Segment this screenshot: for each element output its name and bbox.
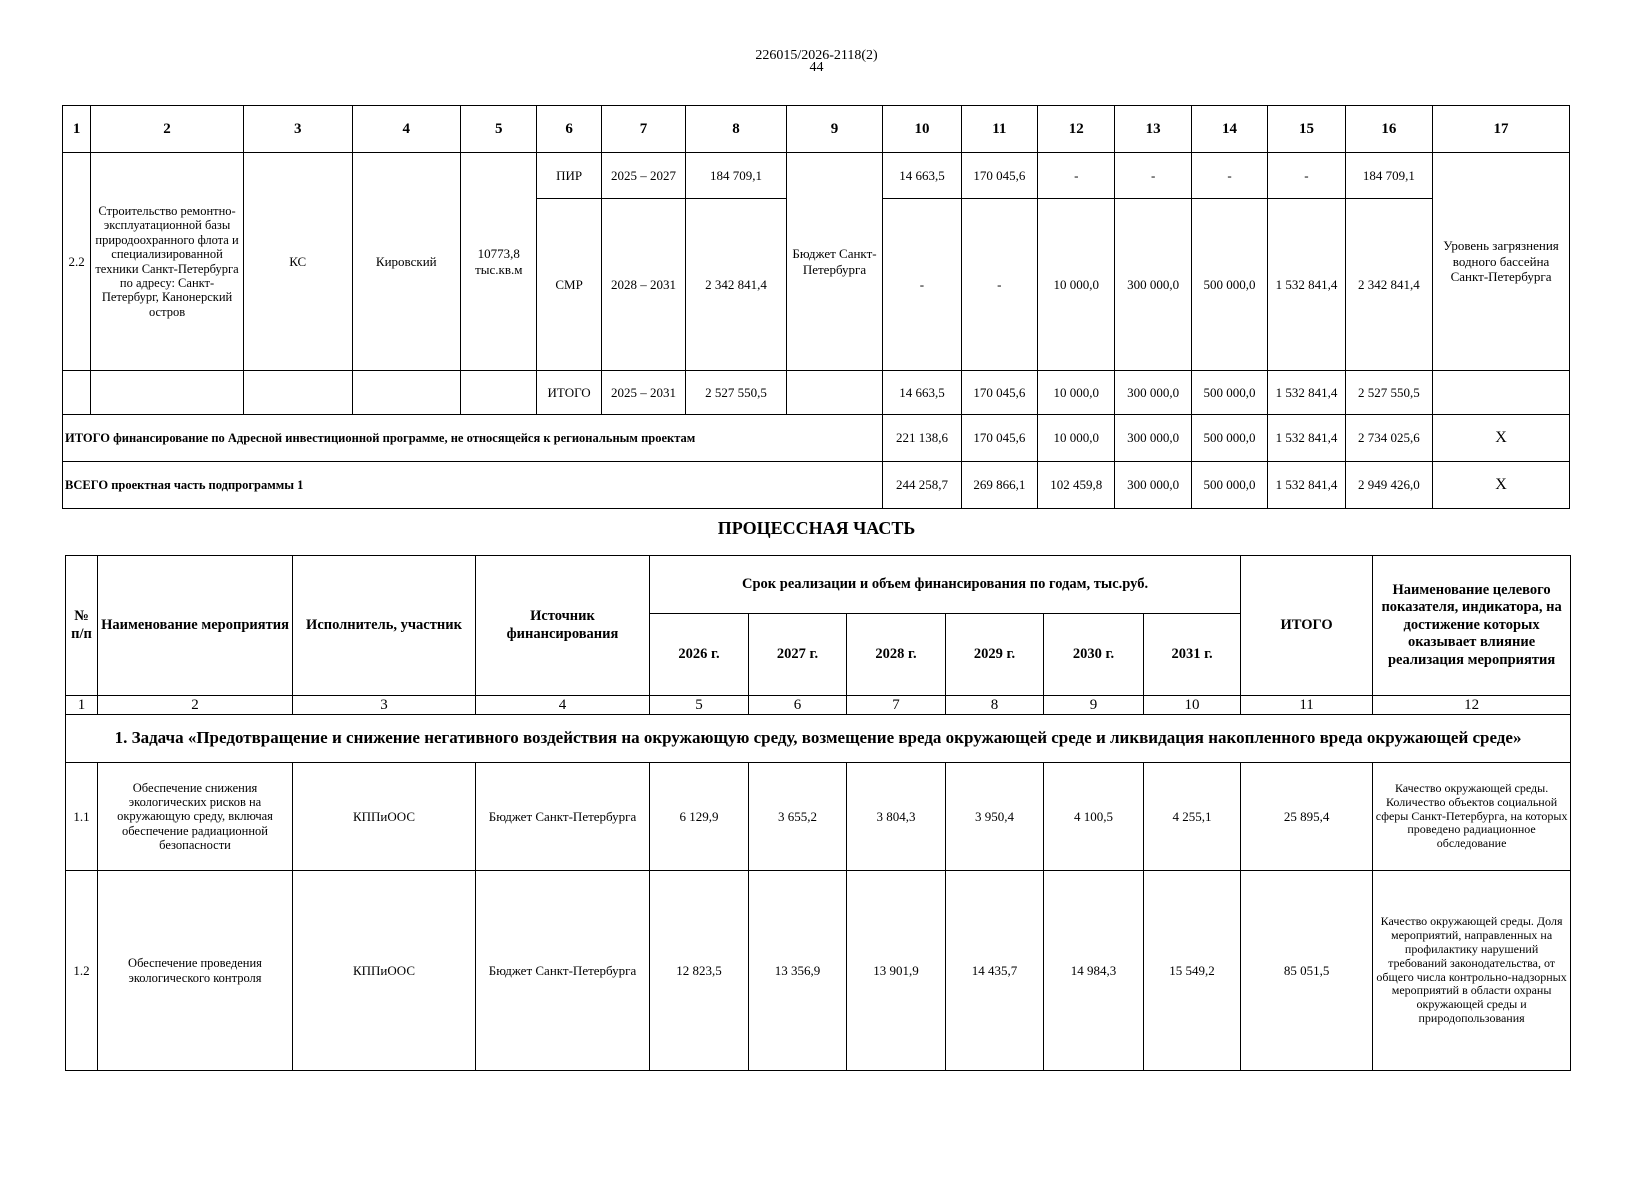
column-number-row (63, 106, 1570, 153)
col-header: 17 (1433, 106, 1570, 153)
value-cell: 300 000,0 (1115, 371, 1191, 415)
table-row-total-all (63, 462, 1570, 509)
header-name: Наименование мероприятия (98, 556, 293, 696)
header-executor: Исполнитель, участник (293, 556, 476, 696)
col-header: 12 (1038, 106, 1115, 153)
table-row-total-aip (63, 415, 1570, 462)
project-district: Кировский (352, 153, 461, 371)
header-year: 2030 г. (1044, 614, 1144, 696)
total-value: 85 051,5 (1241, 871, 1373, 1071)
value-cell: 10 000,0 (1038, 371, 1115, 415)
col-number: 7 (847, 696, 946, 715)
col-header: 13 (1115, 106, 1191, 153)
project-name: Строительство ремонтно-эксплуатационной базы природоохранного флота и специализированной техники Санкт-Петербурга по адресу: Санкт-Петербург, Канонерский остров (91, 153, 244, 371)
col-number: 9 (1044, 696, 1144, 715)
x-mark: X (1433, 415, 1570, 462)
empty-cell (461, 371, 537, 415)
process-part-table (65, 555, 1571, 1071)
col-header: 15 (1268, 106, 1345, 153)
col-header: 5 (461, 106, 537, 153)
value-cell: - (1191, 153, 1267, 199)
year-value: 3 655,2 (749, 763, 847, 871)
value-cell: 2 949 426,0 (1345, 462, 1432, 509)
col-number: 10 (1144, 696, 1241, 715)
col-header: 6 (537, 106, 601, 153)
col-number: 11 (1241, 696, 1373, 715)
value-cell: 2 734 025,6 (1345, 415, 1432, 462)
value-cell: 500 000,0 (1191, 199, 1267, 371)
header-indicator: Наименование целевого показателя, индикатора, на достижение которых оказывает влияние реализация мероприятия (1373, 556, 1571, 696)
stage-period: 2028 – 2031 (601, 199, 685, 371)
target-indicator: Уровень загрязнения водного бассейна Санкт-Петербурга (1433, 153, 1570, 371)
value-cell: 300 000,0 (1115, 199, 1191, 371)
header-year: 2027 г. (749, 614, 847, 696)
indicator: Качество окружающей среды. Доля мероприятий, направленных на профилактику нарушений требований законодательства, от общего числа контрольно-надзорных мероприятий в области охраны окружающей среды и природопользования (1373, 871, 1571, 1071)
funding-source: Бюджет Санкт-Петербурга (476, 871, 650, 1071)
activity-name: Обеспечение проведения экологического контроля (98, 871, 293, 1071)
col-header: 16 (1345, 106, 1432, 153)
col-number: 2 (98, 696, 293, 715)
value-cell: 1 532 841,4 (1268, 462, 1345, 509)
col-header: 7 (601, 106, 685, 153)
year-value: 3 950,4 (946, 763, 1044, 871)
value-cell: 170 045,6 (961, 371, 1037, 415)
task-row (66, 715, 1571, 763)
col-number: 5 (650, 696, 749, 715)
header-year: 2029 г. (946, 614, 1044, 696)
year-value: 4 255,1 (1144, 763, 1241, 871)
year-value: 3 804,3 (847, 763, 946, 871)
year-value: 15 549,2 (1144, 871, 1241, 1071)
col-header: 9 (786, 106, 883, 153)
header-source: Источник финансирования (476, 556, 650, 696)
value-cell: 1 532 841,4 (1268, 199, 1345, 371)
project-area: 10773,8 тыс.кв.м (461, 153, 537, 371)
value-cell: - (1115, 153, 1191, 199)
value-cell: 500 000,0 (1191, 371, 1267, 415)
value-cell: 14 663,5 (883, 153, 961, 199)
col-header: 4 (352, 106, 461, 153)
value-cell: 2 527 550,5 (1345, 371, 1432, 415)
col-number: 4 (476, 696, 650, 715)
header-total: ИТОГО (1241, 556, 1373, 696)
header-num: № п/п (66, 556, 98, 696)
value-cell: - (883, 199, 961, 371)
table-row (66, 871, 1571, 1071)
col-header: 8 (686, 106, 787, 153)
empty-cell (352, 371, 461, 415)
value-cell: 221 138,6 (883, 415, 961, 462)
year-value: 12 823,5 (650, 871, 749, 1071)
stage-label: СМР (537, 199, 601, 371)
stage-total: 2 527 550,5 (686, 371, 787, 415)
value-cell: 244 258,7 (883, 462, 961, 509)
col-header: 10 (883, 106, 961, 153)
col-number: 3 (293, 696, 476, 715)
stage-period: 2025 – 2027 (601, 153, 685, 199)
document-code: 226015/2026-2118(2) (755, 48, 878, 63)
header-year: 2028 г. (847, 614, 946, 696)
value-cell: 102 459,8 (1038, 462, 1115, 509)
col-header: 3 (243, 106, 352, 153)
executor: КППиООС (293, 871, 476, 1071)
funding-source: Бюджет Санкт-Петербурга (476, 763, 650, 871)
total-all-label: ВСЕГО проектная часть подпрограммы 1 (63, 462, 883, 509)
value-cell: 1 532 841,4 (1268, 415, 1345, 462)
col-header: 1 (63, 106, 91, 153)
section-title: ПРОЦЕССНАЯ ЧАСТЬ (717, 518, 916, 538)
col-number: 8 (946, 696, 1044, 715)
table-row (66, 763, 1571, 871)
empty-cell (786, 371, 883, 415)
header-row-1 (66, 556, 1571, 614)
empty-cell (63, 371, 91, 415)
stage-period: 2025 – 2031 (601, 371, 685, 415)
row-number: 1.1 (66, 763, 98, 871)
year-value: 14 984,3 (1044, 871, 1144, 1071)
activity-name: Обеспечение снижения экологических рисков на окружающую среду, включая обеспечение радиационной безопасности (98, 763, 293, 871)
value-cell: 500 000,0 (1191, 462, 1267, 509)
value-cell: - (961, 199, 1037, 371)
col-header: 2 (91, 106, 244, 153)
col-header: 11 (961, 106, 1037, 153)
value-cell: 184 709,1 (1345, 153, 1432, 199)
value-cell: 269 866,1 (961, 462, 1037, 509)
stage-total: 184 709,1 (686, 153, 787, 199)
total-aip-label: ИТОГО финансирование по Адресной инвестиционной программе, не относящейся к региональным проектам (63, 415, 883, 462)
page-number: 44 (809, 60, 824, 75)
value-cell: 1 532 841,4 (1268, 371, 1345, 415)
header-period: Срок реализации и объем финансирования по годам, тыс.руб. (650, 556, 1241, 614)
empty-cell (91, 371, 244, 415)
header-year: 2031 г. (1144, 614, 1241, 696)
col-number: 6 (749, 696, 847, 715)
value-cell: 14 663,5 (883, 371, 961, 415)
col-header: 14 (1191, 106, 1267, 153)
empty-cell (1433, 371, 1570, 415)
table-row-pir (63, 153, 1570, 199)
x-mark: X (1433, 462, 1570, 509)
task-title: 1. Задача «Предотвращение и снижение негативного воздействия на окружающую среду, возмещение вреда окружающей среде и ликвидация накопленного вреда окружающей среде» (66, 715, 1571, 763)
total-value: 25 895,4 (1241, 763, 1373, 871)
value-cell: 300 000,0 (1115, 415, 1191, 462)
stage-label: ПИР (537, 153, 601, 199)
project-col3: КС (243, 153, 352, 371)
funding-source: Бюджет Санкт-Петербурга (786, 153, 883, 371)
value-cell: 2 342 841,4 (1345, 199, 1432, 371)
row-number: 1.2 (66, 871, 98, 1071)
value-cell: 300 000,0 (1115, 462, 1191, 509)
col-number: 12 (1373, 696, 1571, 715)
value-cell: 170 045,6 (961, 153, 1037, 199)
header-year: 2026 г. (650, 614, 749, 696)
value-cell: - (1268, 153, 1345, 199)
year-value: 14 435,7 (946, 871, 1044, 1071)
indicator: Качество окружающей среды. Количество объектов социальной сферы Санкт-Петербурга, на которых проведено радиационное обследование (1373, 763, 1571, 871)
col-number: 1 (66, 696, 98, 715)
value-cell: 500 000,0 (1191, 415, 1267, 462)
empty-cell (243, 371, 352, 415)
year-value: 6 129,9 (650, 763, 749, 871)
stage-total: 2 342 841,4 (686, 199, 787, 371)
row-number: 2.2 (63, 153, 91, 371)
year-value: 13 901,9 (847, 871, 946, 1071)
value-cell: 170 045,6 (961, 415, 1037, 462)
year-value: 4 100,5 (1044, 763, 1144, 871)
year-value: 13 356,9 (749, 871, 847, 1071)
column-number-row (66, 696, 1571, 715)
table-row-itogo (63, 371, 1570, 415)
value-cell: 10 000,0 (1038, 199, 1115, 371)
stage-label: ИТОГО (537, 371, 601, 415)
project-part-table (62, 105, 1570, 509)
executor: КППиООС (293, 763, 476, 871)
value-cell: - (1038, 153, 1115, 199)
value-cell: 10 000,0 (1038, 415, 1115, 462)
